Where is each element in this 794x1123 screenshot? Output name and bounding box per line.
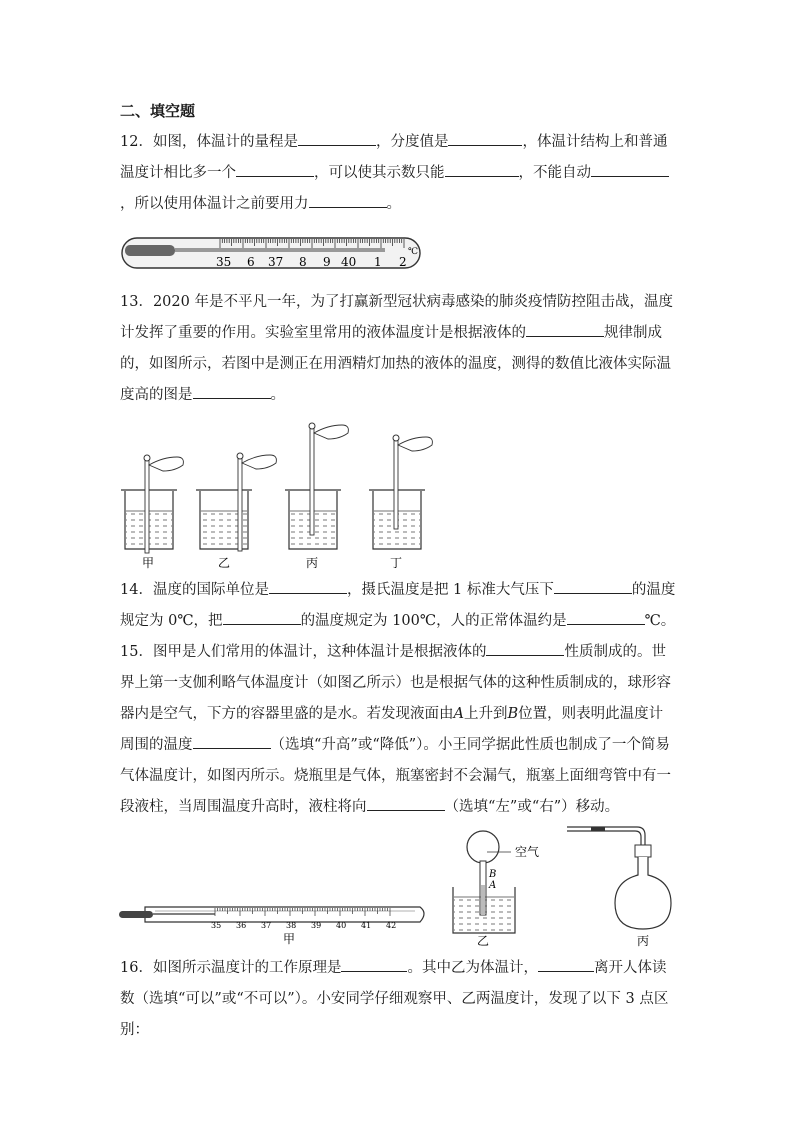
q16-blank-principle[interactable] xyxy=(341,956,407,972)
q16-text-1: 16．如图所示温度计的工作原理是 xyxy=(120,960,342,976)
q13-label-yi: 乙 xyxy=(218,556,231,570)
question-13 xyxy=(120,287,676,411)
q15-scale-42: 42 xyxy=(386,921,397,930)
q16-text-2: 。其中乙为体温计， xyxy=(407,960,538,976)
beaker-yi xyxy=(196,453,276,551)
section-title: 二、填空题 xyxy=(120,102,196,120)
q12-scale-1: 1 xyxy=(374,255,382,269)
q12-scale-35: 35 xyxy=(216,255,232,269)
q15-label-yi: 乙 xyxy=(477,934,490,947)
q12-blank-division[interactable] xyxy=(448,130,522,146)
q15-text-4: 位置，则表明此温度计周围的温度 xyxy=(120,706,664,753)
q13-label-bing: 丙 xyxy=(306,556,319,570)
q12-text-2: ，分度值是 xyxy=(375,134,449,150)
q14-text-2: ，摄氏温度是把 1 标准大气压下 xyxy=(346,582,554,598)
q15-label-bing: 丙 xyxy=(637,934,650,947)
question-15 xyxy=(120,637,676,823)
q14-text-1: 14．温度的国际单位是 xyxy=(120,582,269,598)
q12-text-5: ，不能自动 xyxy=(518,165,591,181)
q14-blank-hundred[interactable] xyxy=(223,609,301,625)
q15-galileo-yi xyxy=(453,831,539,933)
q15-text-2: 性质制成的。世界上第一支伽利略气体温度计（如图乙所示）也是根据气体的这种性质制成的，球形容器内是空气，下方的容器里盛的是水。若发现液面由 xyxy=(120,644,671,722)
q12-thermometer-figure xyxy=(120,232,425,274)
q13-text-2: 规律制成的，如图所示，若图中是测正在用酒精灯加热的液体的温度，测得的数值比液体实际温度高的图是 xyxy=(120,325,671,403)
q15-thermometer-jia xyxy=(119,907,424,930)
q12-blank-reading[interactable] xyxy=(445,161,519,177)
q12-scale-8: 8 xyxy=(299,255,307,269)
q12-text-6: ，所以使用体温计之前要用力 xyxy=(120,196,309,212)
question-14 xyxy=(120,575,676,637)
q12-scale-2: 2 xyxy=(399,255,407,269)
beaker-jia xyxy=(121,455,183,553)
q13-text-3: 。 xyxy=(270,387,285,403)
q14-text-4: 的温度规定为 100℃，人的正常体温约是 xyxy=(300,613,567,629)
q12-text-7: 。 xyxy=(386,196,401,212)
q12-blank-shake[interactable] xyxy=(309,192,387,208)
q14-text-3: 的温度规定为 0℃，把 xyxy=(120,582,676,629)
q15-text-1: 15．图甲是人们常用的体温计，这种体温计是根据液体的 xyxy=(120,644,487,660)
q12-scale-40: 40 xyxy=(341,255,357,269)
q12-text-3: ，体温计结构上和普通温度计相比多一个 xyxy=(120,134,668,181)
q15-flask-bing xyxy=(567,827,671,929)
question-16 xyxy=(120,953,676,1046)
q15-text-3: 上升到 xyxy=(463,706,508,722)
q14-blank-zero[interactable] xyxy=(554,578,632,594)
q15-point-a-fig: A xyxy=(489,880,497,891)
q15-blank-temp-change[interactable] xyxy=(193,733,271,749)
q14-blank-unit[interactable] xyxy=(269,578,347,594)
q14-blank-body-temp[interactable] xyxy=(567,609,645,625)
q12-scale-37: 37 xyxy=(268,255,284,269)
q15-text-6: （选填“左”或“右”）移动。 xyxy=(444,799,620,815)
q15-point-b-fig: B xyxy=(489,869,497,880)
q15-blank-direction[interactable] xyxy=(367,795,445,811)
q15-blank-property[interactable] xyxy=(486,640,564,656)
q15-scale-40: 40 xyxy=(336,921,347,930)
q14-text-5: ℃。 xyxy=(644,613,676,629)
q16-text-3: 离开人体读数（选填“可以”或“不可以”）。小安同学仔细观察甲、乙两温度计，发现了以下 3 点区别： xyxy=(120,960,669,1038)
q13-label-jia: 甲 xyxy=(142,556,155,570)
q13-blank-principle[interactable] xyxy=(526,321,604,337)
q15-point-b: B xyxy=(507,706,519,722)
q15-label-jia: 甲 xyxy=(283,932,296,946)
q12-blank-range[interactable] xyxy=(298,130,376,146)
question-12 xyxy=(120,127,676,220)
q12-text-1: 12．如图，体温计的量程是 xyxy=(120,134,298,150)
q13-blank-figure[interactable] xyxy=(193,383,271,399)
q16-blank-can-leave[interactable] xyxy=(538,956,594,972)
q12-scale-9: 9 xyxy=(323,255,331,269)
q12-scale-6: 6 xyxy=(247,255,255,269)
q12-unit: ℃ xyxy=(408,247,419,257)
q13-text-1: 13．2020 年是不平凡一年，为了打赢新型冠状病毒感染的肺炎疫情防控阻击战，温度计发挥了重要的作用。实验室里常用的液体温度计是根据液体的 xyxy=(120,294,673,341)
q12-blank-auto[interactable] xyxy=(591,161,669,177)
q13-label-ding: 丁 xyxy=(390,556,403,570)
q15-scale-37: 37 xyxy=(261,921,272,930)
q15-point-a: A xyxy=(453,706,464,722)
q15-scale-38: 38 xyxy=(286,921,297,930)
q15-scale-35: 35 xyxy=(211,921,222,930)
q12-text-4: ，可以使其示数只能 xyxy=(314,165,445,181)
q15-figures xyxy=(115,825,675,947)
q15-air-label: 空气 xyxy=(515,845,540,859)
q15-scale-39: 39 xyxy=(311,921,322,930)
q15-scale-36: 36 xyxy=(236,921,247,930)
beaker-ding xyxy=(369,435,432,549)
q15-scale-41: 41 xyxy=(361,921,372,930)
beaker-bing xyxy=(285,423,348,549)
q12-blank-structure[interactable] xyxy=(236,161,314,177)
q15-text-5: （选填“升高”或“降低”）。小王同学据此性质也制成了一个简易气体温度计，如图丙所示。烧瓶里是气体，瓶塞密封不会漏气，瓶塞上面细弯管中有一段液柱，当周围温度升高时，液柱将向 xyxy=(120,737,671,815)
q13-beakers-figure xyxy=(115,415,445,570)
